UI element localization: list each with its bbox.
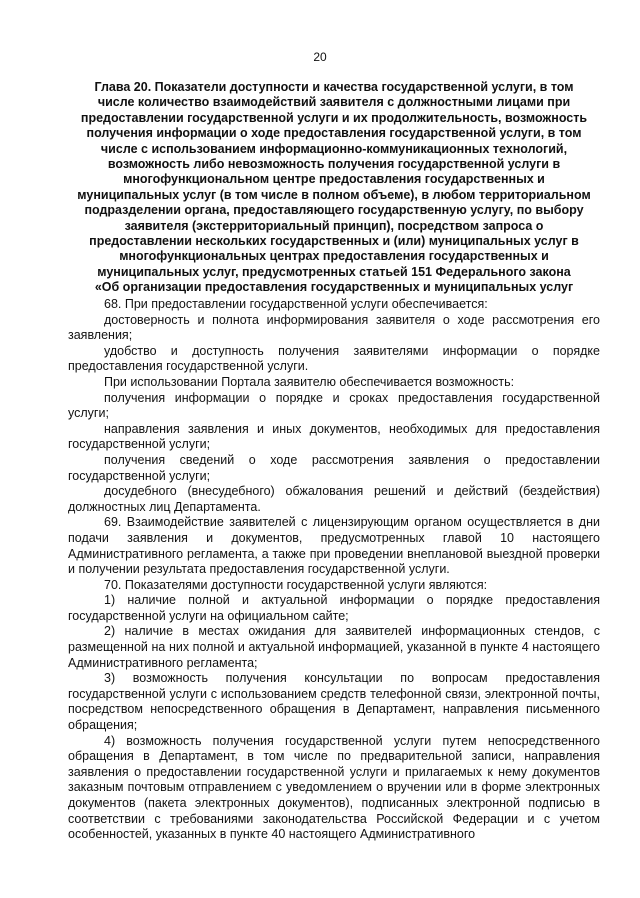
paragraph-69: 69. Взаимодействие заявителей с лицензирующим органом осуществляется в дни подачи заявления и документов, предусмотренных главой 10 настоящего Административного регламента, а также при проведении внеплановой выездной проверки и получении результата предоставления государственной услуги.: [68, 515, 600, 577]
list-item-4: 4) возможность получения государственной услуги путем непосредственного обращения в Департамент, в том числе по предварительной записи, направления заявления о предоставлении государственной услуги и прилагаемых к нему документов заказным почтовым отправлением с уведомлением о вручении или в форме электронных документов (пакета электронных документов), подписанных электронной подписью в соответствии с требованиями законодательства Российской Федерации и с учетом особенностей, указанных в пункте 40 настоящего Административного: [68, 733, 600, 842]
paragraph: получения информации о порядке и сроках предоставления государственной услуги;: [68, 390, 600, 421]
list-item-3: 3) возможность получения консультации по вопросам предоставления государственной услуги с использованием средств телефонной связи, электронной почты, посредством непосредственного обращения в Департамент, направления письменного обращения;: [68, 671, 600, 733]
heading-line: заявителя (экстерриториальный принцип), посредством запроса о: [124, 218, 544, 233]
paragraph: досудебного (внесудебного) обжалования решений и действий (бездействия) должностных лиц Департамента.: [68, 484, 600, 514]
heading-line: получения информации о ходе предоставления государственной услуги, в том: [86, 126, 582, 141]
heading-line: числе с использованием информационно-коммуникационных технологий,: [100, 141, 568, 156]
heading-line: возможность либо невозможность получения государственной услуги в: [107, 157, 561, 172]
paragraph-68: 68. При предоставлении государственной услуги обеспечивается:: [104, 297, 488, 311]
paragraph-70: 70. Показателями доступности государственной услуги являются:: [104, 577, 488, 592]
page-number: 20: [313, 50, 327, 64]
heading-line: числе количество взаимодействий заявителя с должностными лицами при: [97, 95, 571, 110]
heading-line: многофункциональном центре предоставления государственных и: [123, 172, 545, 187]
heading-line: подразделении органа, предоставляющего государственную услугу, по выбору: [84, 203, 584, 218]
heading-line: муниципальных услуг, предусмотренных статьей 151 Федерального закона: [97, 264, 571, 279]
heading-line: муниципальных услуг (в том числе в полном объеме), в любом территориальном: [77, 187, 591, 202]
heading-line: предоставлении государственной услуги и их продолжительность, возможность: [80, 110, 588, 125]
paragraph: При использовании Портала заявителю обеспечивается возможность:: [104, 374, 515, 389]
list-item-1: 1) наличие полной и актуальной информации о порядке предоставления государственной услуги на официальном сайте;: [68, 593, 600, 623]
paragraph: направления заявления и иных документов, необходимых для предоставления государственной услуги;: [68, 421, 600, 452]
document-body: [68, 297, 600, 843]
paragraph: достоверность и полнота информирования заявителя о ходе рассмотрения его заявления;: [68, 312, 600, 343]
heading-line: многофункциональных центрах предоставления государственных и: [119, 249, 549, 264]
paragraph: получения сведений о ходе рассмотрения заявления о предоставлении государственной услуги;: [68, 452, 600, 483]
heading-line: Глава 20. Показатели доступности и качества государственной услуги, в том: [94, 80, 574, 94]
paragraph: удобство и доступность получения заявителями информации о порядке предоставления государственной услуги.: [68, 343, 600, 374]
heading-line: «Об организации предоставления государственных и муниципальных услуг: [94, 280, 574, 295]
heading-line: предоставлении нескольких государственных и (или) муниципальных услуг в: [89, 234, 579, 249]
chapter-heading: [68, 80, 600, 296]
list-item-2: 2) наличие в местах ожидания для заявителей информационных стендов, с размещенной на них полной и актуальной информацией, указанной в пункте 4 настоящего Административного регламента;: [68, 624, 600, 670]
